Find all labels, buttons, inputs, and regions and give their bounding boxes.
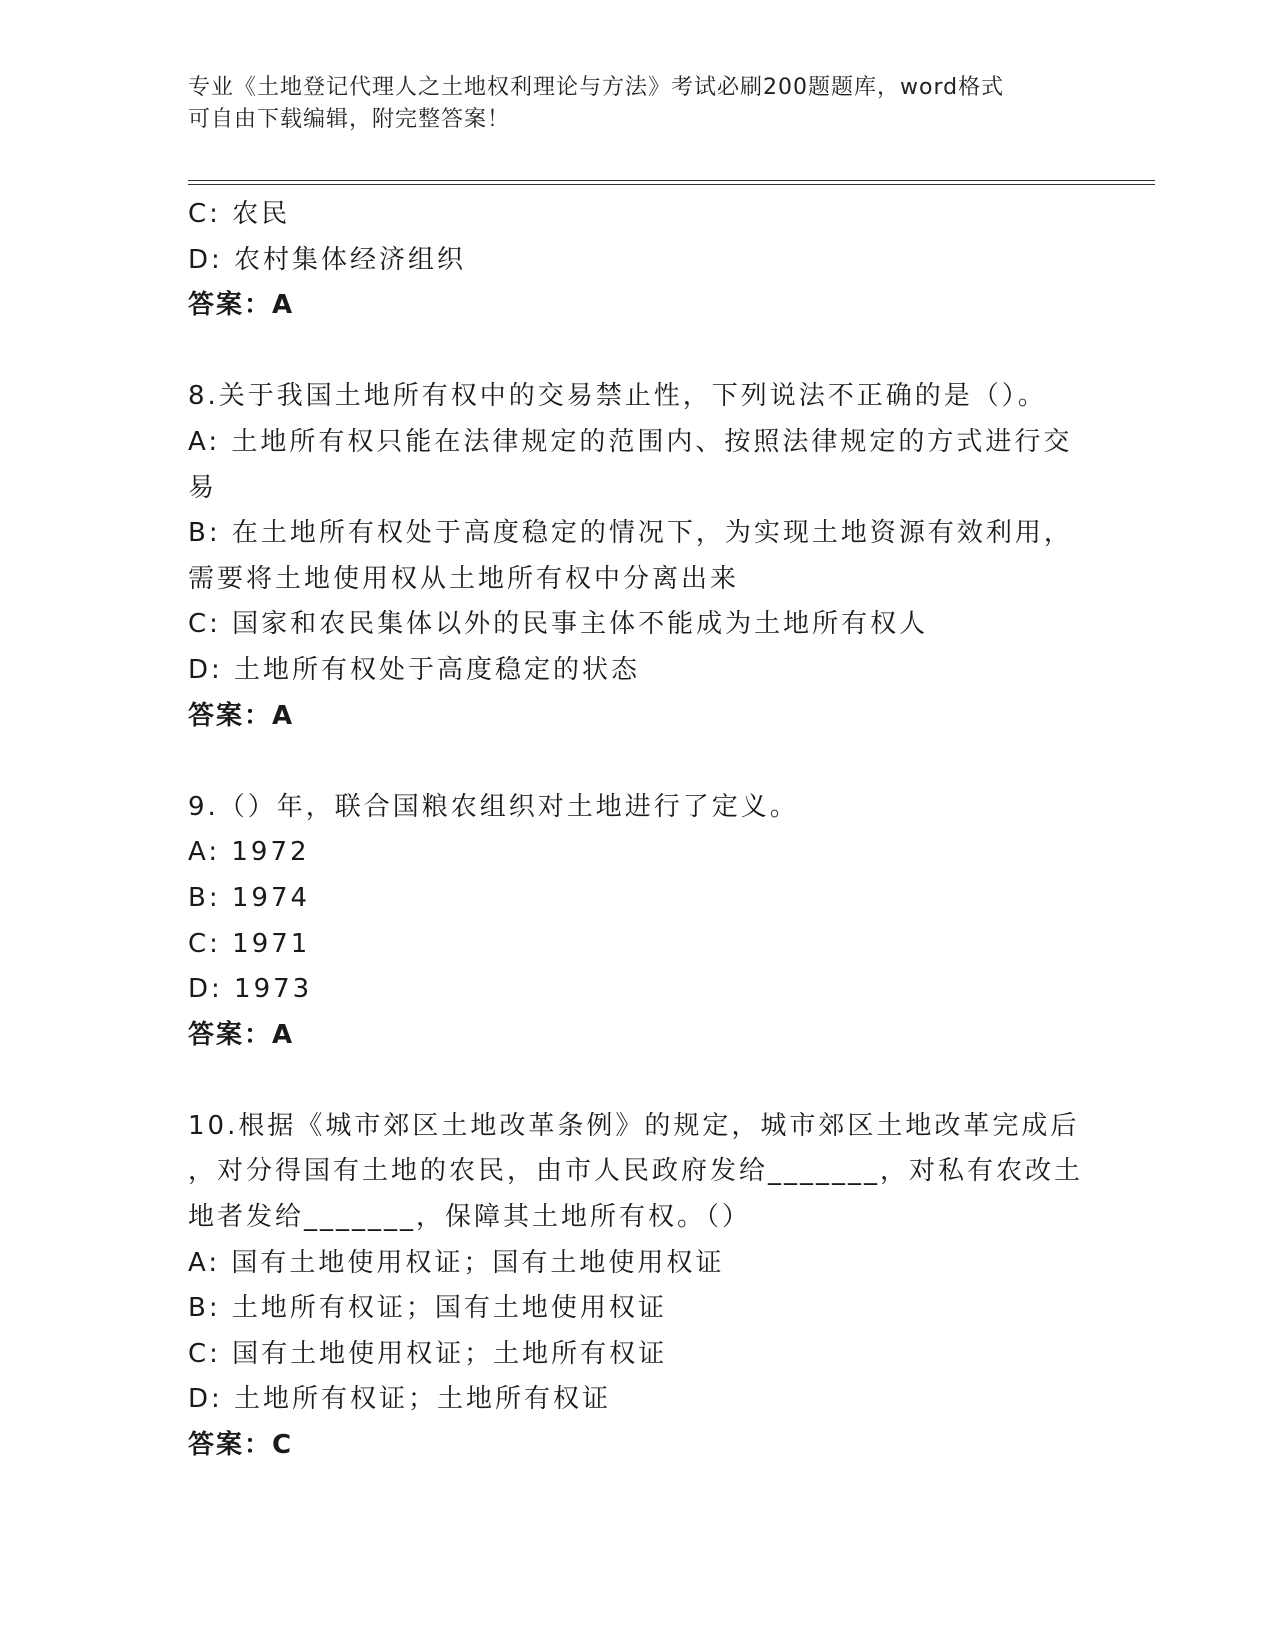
option-d: D: 1973 [188, 974, 313, 1005]
question-8 [188, 374, 1088, 739]
header-divider-top [188, 180, 1155, 181]
question-7-tail [188, 192, 1088, 329]
option-b: B: 在土地所有权处于高度稳定的情况下，为实现土地资源有效利用， [188, 518, 1073, 549]
header-line-2: 可自由下载编辑，附完整答案！ [188, 107, 511, 132]
question-text-continued: 地者发给_______，保障其土地所有权。（） [188, 1202, 752, 1233]
spacer [188, 329, 1088, 375]
answer-label: 答案：A [188, 1019, 295, 1050]
option-b: B: 1974 [188, 882, 311, 913]
option-d: D: 土地所有权处于高度稳定的状态 [188, 654, 641, 685]
option-a: A: 国有土地使用权证；国有土地使用权证 [188, 1247, 725, 1278]
answer-label: 答案：A [188, 700, 295, 731]
question-body [188, 192, 1088, 1469]
option-b: B: 土地所有权证；国有土地使用权证 [188, 1293, 667, 1324]
answer-label: 答案：A [188, 290, 295, 321]
option-a-continued: 易 [188, 472, 218, 503]
question-text: 9.（）年，联合国粮农组织对土地进行了定义。 [188, 791, 799, 822]
option-b-continued: 需要将土地使用权从土地所有权中分离出来 [188, 563, 740, 594]
option-d: D: 农村集体经济组织 [188, 244, 467, 275]
document-header [188, 72, 1068, 136]
question-9 [188, 785, 1088, 1059]
header-line-1: 专业《土地登记代理人之土地权利理论与方法》考试必刷200题题库，word格式 [188, 75, 1005, 100]
question-10 [188, 1104, 1088, 1469]
question-text: 10.根据《城市郊区土地改革条例》的规定，城市郊区土地改革完成后 [188, 1110, 1080, 1141]
option-a: A: 1972 [188, 837, 310, 868]
spacer [188, 739, 1088, 785]
question-text: 8.关于我国土地所有权中的交易禁止性，下列说法不正确的是（）。 [188, 381, 1047, 412]
option-c: C: 1971 [188, 928, 311, 959]
spacer [188, 1058, 1088, 1104]
option-c: C: 国家和农民集体以外的民事主体不能成为土地所有权人 [188, 609, 929, 640]
option-c: C: 国有土地使用权证；土地所有权证 [188, 1338, 668, 1369]
option-d: D: 土地所有权证；土地所有权证 [188, 1384, 612, 1415]
option-a: A: 土地所有权只能在法律规定的范围内、按照法律规定的方式进行交 [188, 426, 1073, 457]
option-c: C: 农民 [188, 199, 291, 229]
question-text-continued: ，对分得国有土地的农民，由市人民政府发给_______，对私有农改土 [188, 1156, 1084, 1187]
header-divider-bottom [188, 184, 1155, 185]
answer-label: 答案：C [188, 1430, 294, 1461]
